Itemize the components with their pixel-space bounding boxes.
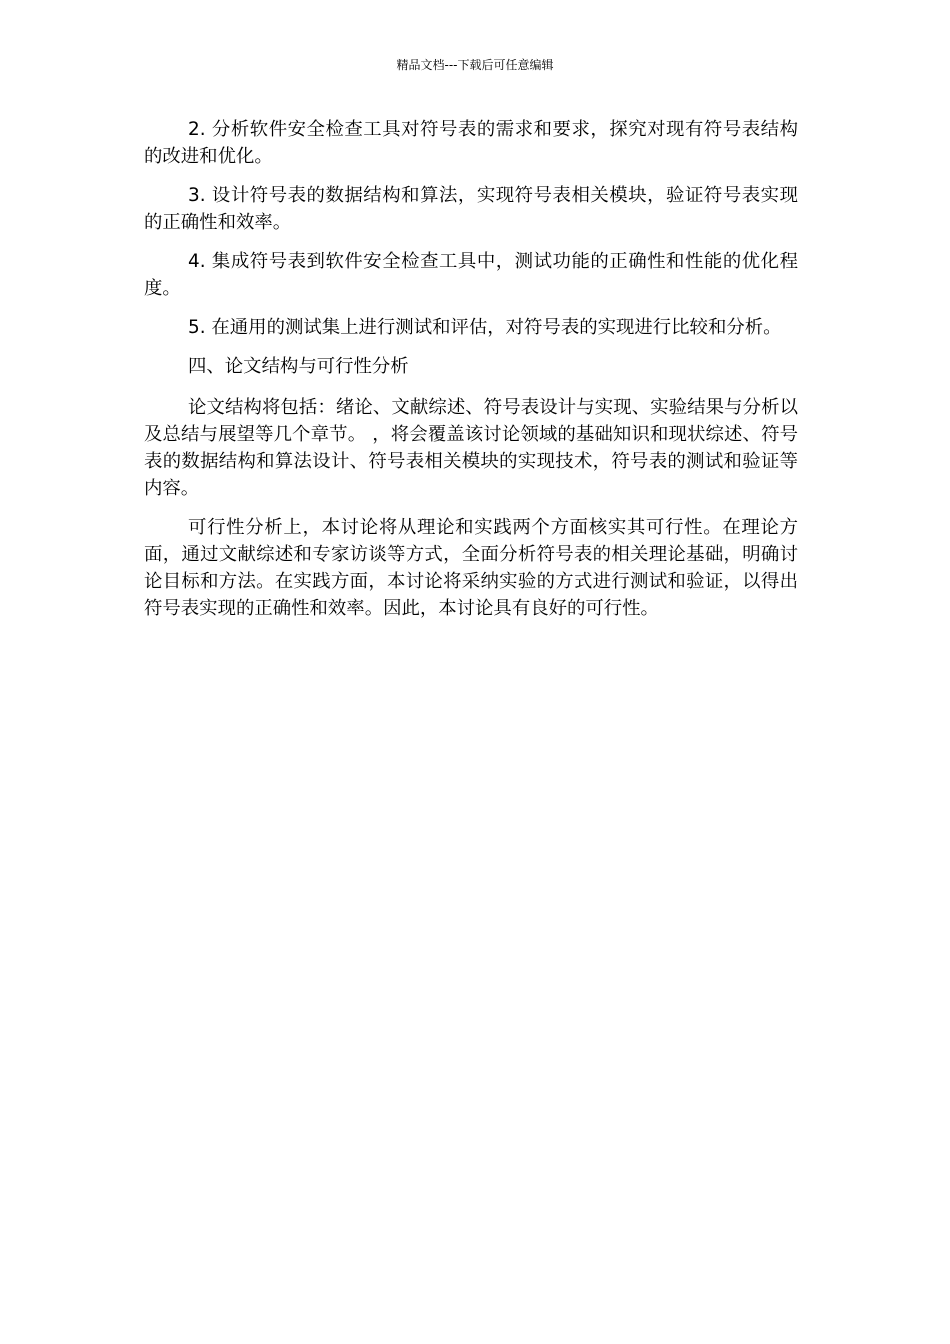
feasibility-paragraph: 可行性分析上，本讨论将从理论和实践两个方面核实其可行性。在理论方面，通过文献综述和专家访谈等方式，全面分析符号表的相关理论基础，明确讨论目标和方法。在实践方面，本讨论将采纳实验的方式进行测试和验证，以得出符号表实现的正确性和效率。因此，本讨论具有良好的可行性。 xyxy=(144,517,798,619)
list-item-5: 5. 在通用的测试集上进行测试和评估，对符号表的实现进行比较和分析。 xyxy=(188,317,782,338)
list-item-2: 2. 分析软件安全检查工具对符号表的需求和要求，探究对现有符号表结构的改进和优化。 xyxy=(144,119,798,167)
page-header: 精品文档---下载后可任意编辑 xyxy=(396,58,554,72)
list-item-4: 4. 集成符号表到软件安全检查工具中，测试功能的正确性和性能的优化程度。 xyxy=(144,251,798,299)
section-heading: 四、论文结构与可行性分析 xyxy=(188,356,409,377)
document-body xyxy=(144,116,798,634)
structure-paragraph: 论文结构将包括：绪论、文献综述、符号表设计与实现、实验结果与分析以及总结与展望等几个章节。 ，将会覆盖该讨论领域的基础知识和现状综述、符号表的数据结构和算法设计、符号表相关模块的实现技术，符号表的测试和验证等内容。 xyxy=(144,397,798,499)
list-item-3: 3. 设计符号表的数据结构和算法，实现符号表相关模块，验证符号表实现的正确性和效率。 xyxy=(144,185,798,233)
